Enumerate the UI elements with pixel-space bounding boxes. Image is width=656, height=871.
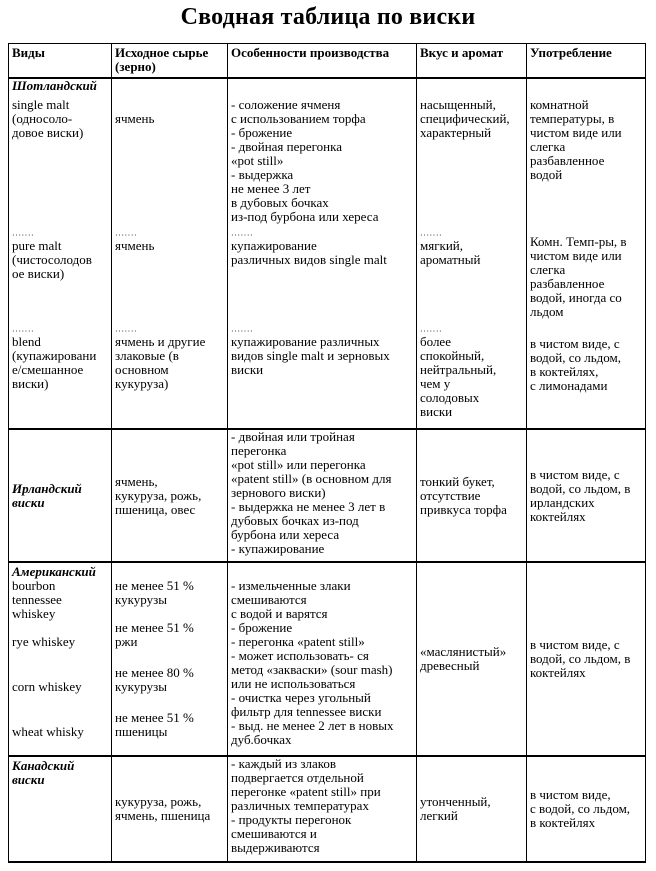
separator-dots: ······· [231,329,254,335]
header-raw-material: Исходное сырье (зерно) [112,44,228,79]
table-row [9,329,646,429]
category-irish: Ирландский виски [12,480,82,510]
raw-canadian: кукуруза, рожь, ячмень, пшеница [115,794,211,823]
category-label: Шотландский [12,78,97,93]
separator-dots: ······· [115,233,138,239]
raw-single-malt: ячмень [115,111,155,126]
whisky-summary-table [8,43,646,863]
taste-american: «маслянистый» древесный [420,644,507,673]
header-usage: Употребление [527,44,646,79]
usage-blend: в чистом виде, с водой, со льдом, в коктейлях, с лимонадами [530,336,622,393]
table-row [9,429,646,562]
category-american: Американский [12,564,96,579]
category-canadian: Канадский виски [12,758,75,787]
taste-pure-malt: мягкий, ароматный [420,238,481,267]
taste-blend: более спокойный, нейтральный, чем у солодовых виски [420,334,497,419]
kind-bourbon: bourbon tennessee whiskey [12,578,62,621]
table-row [9,78,646,96]
header-kind: Виды [9,44,112,79]
raw-bourbon: не менее 51 % кукурузы [115,578,194,607]
usage-pure-malt: Комн. Темп-ры, в чистом виде или слегка разбавленное водой, иногда со льдом [530,234,627,319]
page-title: Сводная таблица по виски [180,4,476,30]
production-blend: купажирование различных видов single malt и зерновых виски [231,334,390,377]
category-scotch [9,78,112,96]
kind-single-malt: single malt (односоло- довое виски) [12,97,84,140]
header-production: Особенности производства [228,44,417,79]
production-single-malt: - соложение ячменя с использованием торфа - брожение - двойная перегонка «pot still» - выдержка не менее 3 лет в дубовых бочках из-под бурбона или хереса [231,97,379,224]
kind-pure-malt: pure malt (чистосолодов ое виски) [12,238,92,281]
table-row [9,562,646,756]
separator-dots: ······· [12,329,35,335]
usage-irish: в чистом виде, с водой, со льдом, в ирландских коктейлях [530,466,631,524]
raw-corn: не менее 80 % кукурузы [115,665,194,694]
raw-irish: ячмень, кукуруза, рожь, пшеница, овес [115,473,202,517]
usage-single-malt: комнатной температуры, в чистом виде или слегка разбавленное водой [530,97,622,182]
kind-wheat: wheat whisky [12,724,84,739]
production-american: - измельченные злаки смешиваются с водой и варятся - брожение - перегонка «patent still» - может использовать- ся метод «закваски» (sour mash) или не использоваться - очистка через угольный фильтр для tennessee виски - выд. не менее 2 лет в новых дуб.бочках [231,578,394,747]
table-header-row [9,44,646,79]
separator-dots: ······· [115,329,138,335]
raw-rye: не менее 51 % ржи [115,620,194,649]
raw-pure-malt: ячмень [115,238,155,253]
production-canadian: - каждый из злаков подвергается отдельной перегонке «patent still» при различных температурах - продукты перегонок смешиваются и выдерживаются [231,756,381,855]
raw-wheat: не менее 51 % пшеницы [115,710,194,739]
usage-american: в чистом виде, с водой, со льдом, в коктейлях [530,637,631,680]
separator-dots: ······· [420,233,443,239]
kind-corn: corn whiskey [12,679,82,694]
table-row [9,756,646,862]
taste-single-malt: насыщенный, специфический, характерный [420,97,510,140]
taste-irish: тонкий букет, отсутствие привкуса торфа [420,473,507,517]
production-irish: - двойная или тройная перегонка «pot still» или перегонка «patent still» (в основном для зернового виски) - выдержка не менее 3 лет в дубовых бочках из-под бурбона или хереса - купажирование [231,429,392,556]
kind-blend: blend (купажировани е/смешанное виски) [12,334,97,391]
table-row [9,96,646,233]
production-pure-malt: купажирование различных видов single malt [231,238,387,267]
taste-canadian: утонченный, легкий [420,794,491,823]
kind-rye: rye whiskey [12,634,76,649]
separator-dots: ······· [420,329,443,335]
separator-dots: ······· [231,233,254,239]
header-taste: Вкус и аромат [417,44,527,79]
table-row [9,233,646,329]
usage-canadian: в чистом виде, с водой, со льдом, в коктейлях [530,787,631,830]
separator-dots: ······· [12,233,35,239]
raw-blend: ячмень и другие злаковые (в основном кукуруза) [115,334,206,391]
